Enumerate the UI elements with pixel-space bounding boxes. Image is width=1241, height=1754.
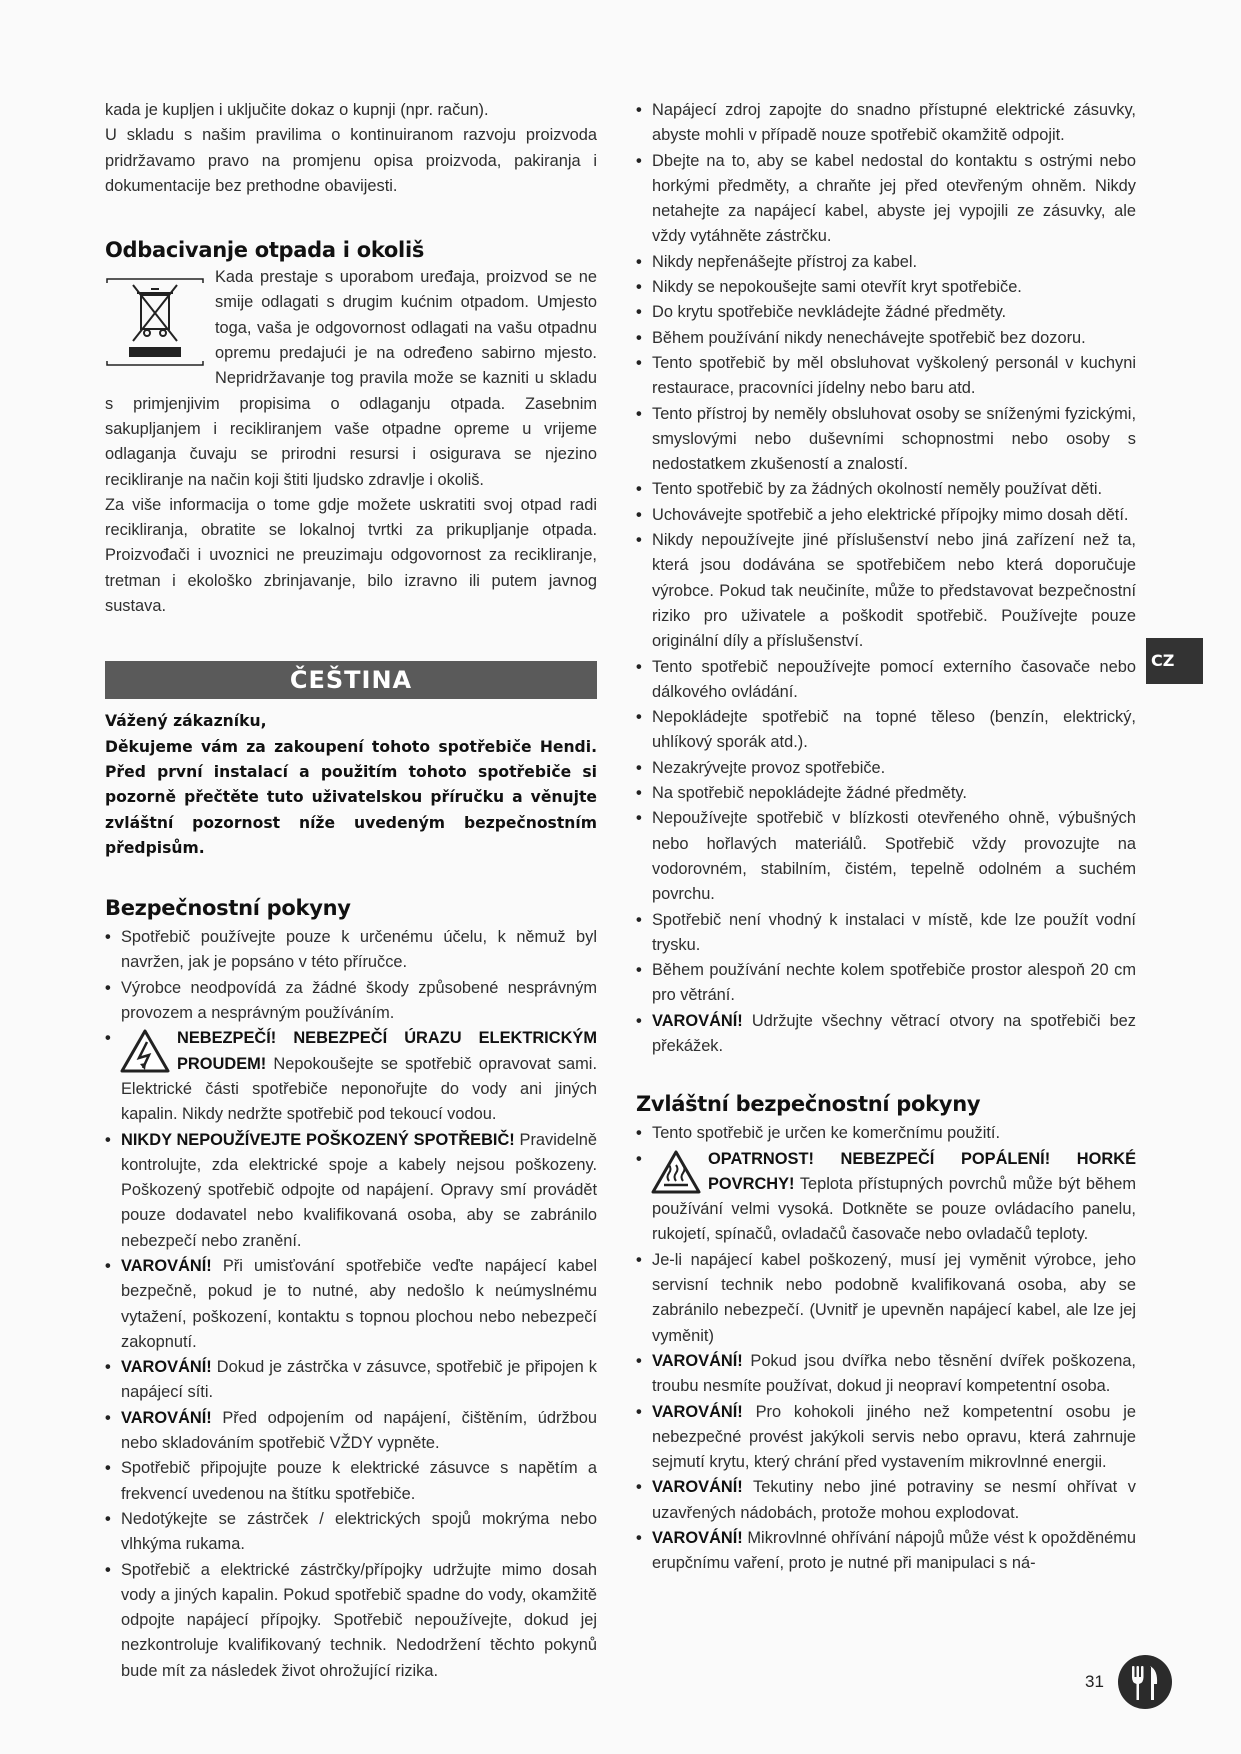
list-item: • Výrobce neodpovídá za žádné škody způsobené nesprávným provozem a nesprávným používáním. <box>105 976 597 1027</box>
left-column <box>105 98 597 1684</box>
list-item: • Tento spotřebič by za žádných okolností neměly používat děti. <box>636 477 1136 502</box>
right-column <box>636 98 1136 1577</box>
safety-list-left <box>105 925 597 1684</box>
list-item: • Je-li napájecí kabel poškozený, musí jej vyměnit výrobce, jeho servisní technik nebo podobně kvalifikovaná osoba, aby se zabránilo nebezpečí. (Uvnitř je upevněn napájecí kabel, ale lze jej vyměnit) <box>636 1248 1136 1349</box>
list-item: • Nikdy nepřenášejte přístroj za kabel. <box>636 250 1136 275</box>
list-item: • OPATRNOST! NEBEZPEČÍ POPÁLENÍ! HORKÉ POVRCHY! Teplota přístupných povrchů může být během používání velmi vysoká. Dotkněte se pouze ovládacího panelu, rukojetí, spínačů, ovladačů časovače nebo ovladačů teploty. <box>636 1147 1136 1248</box>
list-item: • Dbejte na to, aby se kabel nedostal do kontaktu s ostrými nebo horkými předměty, a chraňte jej před otevřeným ohněm. Nikdy netahejte za napájecí kabel, abyste jej vypojili ze zásuvky, ale vždy vytáhněte zástrčku. <box>636 149 1136 250</box>
list-item: • Na spotřebič nepokládejte žádné předměty. <box>636 781 1136 806</box>
list-item: • Nepokládejte spotřebič na topné těleso (benzín, elektrický, uhlíkový sporák atd.). <box>636 705 1136 756</box>
list-item: • VAROVÁNÍ! Pokud jsou dvířka nebo těsnění dvířek poškozena, troubu nesmíte používat, dokud ji neopraví kompetentní osoba. <box>636 1349 1136 1400</box>
list-item: • Během používání nechte kolem spotřebiče prostor alespoň 20 cm pro větrání. <box>636 958 1136 1009</box>
electric-shock-warning-icon <box>119 1028 171 1074</box>
intro-bold: Děkujeme vám za zakoupení tohoto spotřebiče Hendi. Před první instalací a použitím tohoto spotřebiče si pozorně přečtěte tuto uživatelskou příručku a věnujte zvláštní pozornost níže uvedeným bezpečnostním předpisům. <box>105 737 597 857</box>
waste-paragraph-1: Kada prestaje s uporabom uređaja, proizvod se ne smije odlagati s drugim kućnim otpadom. Umjesto toga, vaša je odgovornost odlagati na vašu otpadnu opremu predajući je na određeno sabirno mjesto. Nepridržavanje tog pravila može se kazniti u skladu s primjenjivim propisima o odlaganju otpada. Zasebnim sakupljanjem i recikliranjem vaše otpadne opreme u vrijeme odlaganja čuvaju se prirodni resursi i osigurava se njezino recikliranje na način koji štiti ljudsko zdravlje i okoliš. <box>105 268 597 489</box>
list-item: • Napájecí zdroj zapojte do snadno přístupné elektrické zásuvky, abyste mohli v případě nouze spotřebič okamžitě odpojit. <box>636 98 1136 149</box>
list-item: • Tento spotřebič by měl obsluhovat vyškolený personál v kuchyni restaurace, pracovníci jídelny nebo baru atd. <box>636 351 1136 402</box>
list-item: • Během používání nikdy nenechávejte spotřebič bez dozoru. <box>636 326 1136 351</box>
list-item: • Spotřebič a elektrické zástrčky/přípojky udržujte mimo dosah vody a jiných kapalin. Pokud spotřebič spadne do vody, okamžitě odpojte napájecí přípojky. Spotřebič nepoužívejte, dokud jej nezkontroluje kvalifikovaný technik. Nedodržení těchto pokynů bude mít za následek život ohrožující rizika. <box>105 1558 597 1684</box>
list-item: • Nikdy nepoužívejte jiné příslušenství nebo jiná zařízení než ta, která jsou dodávána se spotřebičem nebo která doporučuje výrobce. Pokud tak neučiníte, může to představovat bezpečnostní riziko pro uživatele a poškodit spotřebič. Používejte pouze originální díly a příslušenství. <box>636 528 1136 654</box>
list-item: • Nezakrývejte provoz spotřebiče. <box>636 756 1136 781</box>
list-item: • Nikdy se nepokoušejte sami otevřít kryt spotřebiče. <box>636 275 1136 300</box>
list-item: • Tento přístroj by neměly obsluhovat osoby se sníženými fyzickými, smyslovými nebo duševními schopnostmi nebo osoby s nedostatkem zkušeností a znalostí. <box>636 402 1136 478</box>
list-item: • Nedotýkejte se zástrček / elektrických spojů mokrýma nebo vlhkýma rukama. <box>105 1507 597 1558</box>
list-item: • VAROVÁNÍ! Při umisťování spotřebiče veďte napájecí kabel bezpečně, pokud je to nutné, aby nedošlo k neúmyslnému vytažení, poškození, kontaktu s topnou plochou nebo nebezpečí zakopnutí. <box>105 1254 597 1355</box>
list-item: • VAROVÁNÍ! Pro kohokoli jiného než kompetentní osobu je nebezpečné provést jakýkoli servis nebo opravu, která zahrnuje sejmutí krytu, který chrání před vystavením mikrovlnné energii. <box>636 1400 1136 1476</box>
waste-paragraph-2: Za više informacija o tome gdje možete uskratiti svoj otpad radi recikliranja, obratite se lokalnoj tvrtki za prikupljanje otpada. Proizvođači i uvoznici ne preuzimaju odgovornost za recikliranje, tretman i ekološko zbrinjavanje, bilo izravno ili putem javnog sustava. <box>105 495 597 616</box>
safety-heading: Bezpečnostní pokyny <box>105 896 351 921</box>
list-item: • Tento spotřebič nepoužívejte pomocí externího časovače nebo dálkového ovládání. <box>636 655 1136 706</box>
list-item: • VAROVÁNÍ! Tekutiny nebo jiné potraviny se nesmí ohřívat v uzavřených nádobách, protože mohou explodovat. <box>636 1475 1136 1526</box>
special-safety-list <box>636 1121 1136 1576</box>
list-item: • Spotřebič připojujte pouze k elektrické zásuvce s napětím a frekvencí uvedenou na štítku spotřebiče. <box>105 1456 597 1507</box>
list-item: • VAROVÁNÍ! Před odpojením od napájení, čištěním, údržbou nebo skladováním spotřebič VŽDY vypněte. <box>105 1406 597 1457</box>
language-tab: CZ <box>1146 638 1203 684</box>
waste-section <box>105 265 597 493</box>
waste-heading: Odbacivanje otpada i okoliš <box>105 238 425 263</box>
page-number: 31 <box>1085 1672 1104 1691</box>
list-item: • Do krytu spotřebiče nevkládejte žádné předměty. <box>636 300 1136 325</box>
list-item: • VAROVÁNÍ! Udržujte všechny větrací otvory na spotřebiči bez překážek. <box>636 1009 1136 1060</box>
list-item: • Tento spotřebič je určen ke komerčnímu použití. <box>636 1121 1136 1146</box>
safety-list-right <box>636 98 1136 1059</box>
list-item: • Spotřebič používejte pouze k určenému účelu, k němuž byl navržen, jak je popsáno v této příručce. <box>105 925 597 976</box>
list-item: • Spotřebič není vhodný k instalaci v místě, kde lze použít vodní trysku. <box>636 908 1136 959</box>
list-item: • VAROVÁNÍ! Dokud je zástrčka v zásuvce, spotřebič je připojen k napájecí síti. <box>105 1355 597 1406</box>
list-item: • Nepoužívejte spotřebič v blízkosti otevřeného ohně, výbušných nebo hořlavých materiálů. Spotřebič vždy provozujte na vodorovném, stabilním, čistém, tepelně odolném a suchém povrchu. <box>636 806 1136 907</box>
list-item: • VAROVÁNÍ! Mikrovlnné ohřívání nápojů může vést k opožděnému erupčnímu vaření, proto je nutné při manipulaci s ná- <box>636 1526 1136 1577</box>
language-banner: ČEŠTINA <box>105 661 597 699</box>
special-safety-heading: Zvláštní bezpečnostní pokyny <box>636 1092 981 1117</box>
list-item: • Uchovávejte spotřebič a jeho elektrické přípojky mimo dosah dětí. <box>636 503 1136 528</box>
intro-paragraph: kada je kupljen i uključite dokaz o kupnji (npr. račun). U skladu s našim pravilima o kontinuiranom razvoju proizvoda pridržavamo pravo na promjenu opisa proizvoda, pakiranja i dokumentacije bez prethodne obavijesti. <box>105 101 597 195</box>
list-item: • NEBEZPEČÍ! NEBEZPEČÍ ÚRAZU ELEKTRICKÝM PROUDEM! Nepokoušejte se spotřebič opravovat sami. Elektrické části spotřebiče neponořujte do vody ani jiných kapalin. Nikdy nedržte spotřebič pod tekoucí vodou. <box>105 1026 597 1127</box>
hot-surface-warning-icon <box>650 1149 702 1195</box>
list-item: • NIKDY NEPOUŽÍVEJTE POŠKOZENÝ SPOTŘEBIČ! Pravidelně kontrolujte, zda elektrické spoje a kabely nejsou poškozeny. Poškozený spotřebič odpojte od napájení. Opravy smí provádět pouze dodavatel nebo kvalifikovaná osoba, aby se zabránilo nebezpečí nebo zranění. <box>105 1128 597 1254</box>
greeting: Vážený zákazníku, <box>105 712 267 731</box>
crossed-out-wheelie-bin-icon <box>105 269 205 373</box>
fork-knife-logo-icon <box>1117 1654 1173 1710</box>
